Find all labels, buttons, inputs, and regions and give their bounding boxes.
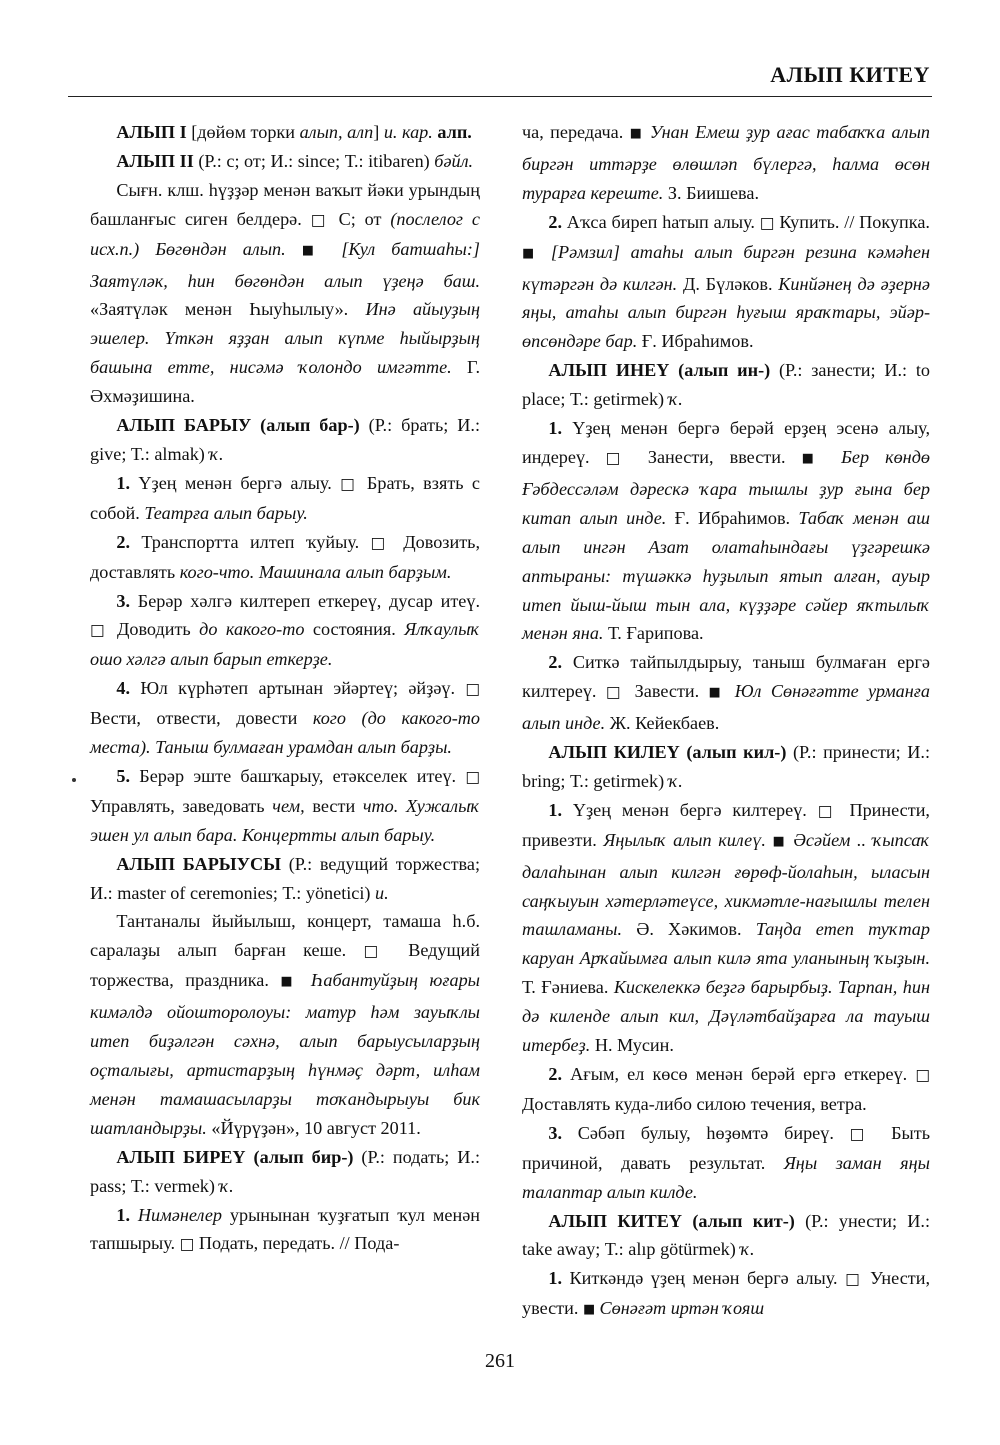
body-text: Доставлять куда-либо силою течения, ветра.	[522, 1093, 867, 1114]
italic-text: Әсәйем .. ҡыпсаҡ далаһынан алып килгән ғөрөф-йолаһын, ыласын саңҡыуын хәтерләтеүсе, хикмәтле-нағышлы телен ташламаны.	[522, 829, 930, 940]
italic-text: Инә айыуҙың эшелер. Үткән яҙҙан алып күпме һыйырҙың башына етте, нисәмә ҡолондо имгәтте.	[90, 299, 480, 378]
italic-text: ҡ.	[668, 770, 683, 791]
body-text: Подать, передать. // Пода-	[194, 1233, 400, 1254]
headword-text: 2.	[548, 211, 563, 232]
italic-text: Ялҡаулыҡ ошо хәлгә алып барып еткерҙе.	[90, 619, 480, 670]
body-text: Ведущий торжества, праздника.	[90, 940, 480, 991]
body-text: Ғ. Ибраһимов.	[666, 507, 799, 528]
dictionary-paragraph	[522, 796, 930, 1060]
body-text: Үҙең менән бергә алыу.	[130, 472, 341, 493]
header-rule	[68, 96, 932, 97]
italic-text: Кинйәнең дә әҙернә яңы, атаһы алып биргән һуғыш яраҡтары, эйәр-өпсөндәре бар.	[522, 273, 931, 352]
body-text: Ж. Кейекбаев.	[605, 713, 720, 734]
dictionary-paragraph	[522, 1264, 930, 1326]
body-text: «Заятүләк менән Һыуһылыу».	[90, 299, 366, 320]
translation-marker: □	[465, 767, 480, 786]
headword-text: алп.	[437, 122, 472, 142]
italic-text: (послелог с исх.п.)	[90, 208, 480, 259]
example-marker: ■	[772, 833, 787, 849]
body-text: Транспортта илтеп ҡуйыу.	[130, 531, 371, 552]
italic-text: Бер көндө Ғәбдессәләм дәрескә ҡара тышлы ҙур ғына бер китап алып инде.	[522, 446, 930, 528]
body-text: Ситкә тайпылдырыу, таныш булмаған ергә килтереү.	[522, 652, 930, 702]
dictionary-paragraph	[90, 147, 480, 176]
italic-text: что. Хужалыҡ эшен ул алып бара. Концертты алып барыу.	[90, 795, 480, 845]
body-text: состояния.	[304, 619, 405, 640]
body-text: Т. Ғәниева.	[522, 977, 614, 998]
italic-text: бәйл.	[434, 150, 474, 171]
body-text: ча, передача.	[522, 122, 630, 142]
headword-text: АЛЫП II	[116, 150, 199, 171]
italic-text: до какого-то	[199, 619, 305, 640]
translation-marker: □	[845, 1270, 863, 1289]
translation-marker: □	[465, 680, 480, 699]
body-text: вести	[304, 795, 363, 816]
italic-text: Театрға алып барыу.	[144, 502, 308, 523]
headword-text: 2.	[548, 652, 563, 673]
dictionary-paragraph	[522, 648, 930, 738]
body-text: Т. Ғарипова.	[603, 623, 704, 644]
body-text: Ағым, ел көсө менән берәй ергә еткереү.	[562, 1064, 916, 1084]
italic-text: Табаҡ менән аш алып ингән Азат олатаһындағы үҙгәрешкә аптыраны: түшәккә һуҙылып ятып алған, ауыр итеп йыш-йыш тын ала, күҙҙәре сәйер яҡтылыҡ менән яна.	[522, 507, 930, 644]
italic-text: Кискелеккә беҙгә барырбыҙ. Тарпан, һин дә киленде алып кил, Дәүләтбайҙарға ла тауыш итербеҙ.	[522, 977, 930, 1056]
body-text: ]	[373, 122, 384, 142]
dictionary-paragraph	[90, 528, 480, 587]
dictionary-paragraph	[522, 1060, 930, 1119]
dictionary-paragraph	[90, 587, 480, 675]
example-marker: ■	[301, 242, 326, 258]
headword-text: 3.	[116, 590, 131, 611]
translation-marker: □	[605, 683, 626, 702]
italic-text: и.	[375, 882, 389, 903]
headword-text: АЛЫП КИТЕҮ (алып кит-)	[548, 1210, 795, 1231]
body-text	[766, 830, 773, 850]
headword-text: 1.	[548, 1268, 563, 1289]
body-text: Юл күрһәтеп артынан эйәртеү; әйҙәү.	[130, 678, 466, 699]
dictionary-paragraph	[90, 907, 480, 1142]
headword-text: 2.	[548, 1064, 563, 1084]
body-text: Ғ. Ибраһимов.	[637, 331, 754, 352]
body-text: Ә. Хәкимов.	[622, 919, 756, 940]
italic-text: [Рәмзил] атаһы алып биргән резина кәмәһен күтәргән дә килгән.	[522, 241, 930, 294]
body-text: Довозить, доставлять	[90, 531, 480, 582]
translation-marker: □	[759, 213, 775, 232]
example-marker: ■	[629, 126, 644, 141]
italic-text: [Кул батшаһы:] Заятүләк, һин бөгөндән алып үҙеңә баш.	[90, 238, 481, 291]
body-text: урынынан ҡуҙғатып ҡул менән тапшырыу.	[90, 1204, 481, 1254]
right-column	[522, 118, 930, 1326]
dictionary-paragraph	[90, 762, 480, 850]
italic-text: Һабантуйҙың юғары кимәлдә ойошторолоуы: матур һәм зауыҡлы итеп биҙәлгән сәхнә, алып барыусыларҙың оҫталығы, артистарҙың һүнмәҫ дәрт, илһам менән тамашасыларҙы тоҡандырыуы бик шатландырҙы.	[90, 970, 480, 1138]
body-text: Быть причиной, давать результат.	[522, 1122, 930, 1173]
dictionary-paragraph	[90, 674, 480, 762]
body-text: Вести, отвести, довести	[90, 708, 313, 729]
headword-text: 3.	[548, 1122, 563, 1143]
italic-text: ҡ.	[209, 443, 224, 464]
headword-text: АЛЫП КИЛЕҮ (алып кил-)	[548, 742, 787, 763]
dictionary-paragraph	[90, 176, 480, 411]
italic-text: Яңылыҡ алып килеү.	[603, 829, 766, 850]
dictionary-paragraph	[90, 411, 480, 469]
italic-text: Юл Сөнәғәтте урманға алып инде.	[522, 681, 930, 734]
body-text: (Р.: ведущий торжества; И.: master of ceremonies; Т.: yönetici)	[90, 853, 481, 903]
dictionary-paragraph	[90, 469, 480, 528]
translation-marker: □	[915, 1066, 930, 1084]
dictionary-paragraph	[522, 118, 930, 208]
translation-marker: □	[340, 474, 359, 493]
body-text: [дөйөм торки	[191, 122, 300, 142]
body-text: (Р.: занести; И.: to place; Т.: getirmek)	[522, 360, 930, 410]
italic-text: кого-что. Машинала алып барҙым.	[179, 561, 452, 582]
translation-marker: □	[849, 1124, 876, 1143]
italic-text: ҡ.	[668, 389, 683, 410]
italic-text: и. кар.	[383, 122, 433, 142]
body-text: Берәр хәлгә килтереп еткереү, дусар итеү.	[130, 590, 480, 611]
dictionary-paragraph	[90, 850, 480, 908]
body-text: (Р.: унести; И.: take away; Т.: alıp götürmek)	[522, 1210, 931, 1260]
example-marker: ■	[801, 450, 826, 466]
italic-text: Яңы заман яңы талаптар алып килде.	[522, 1152, 930, 1202]
body-text: Завести.	[625, 681, 709, 702]
body-text: Д. Бүләков.	[677, 273, 779, 294]
body-text: Управлять, заведовать	[90, 795, 273, 816]
body-text: Унести, увести.	[522, 1268, 930, 1319]
italic-text: ҡ.	[740, 1239, 755, 1260]
body-text: Доводить	[108, 619, 200, 640]
example-marker: ■	[582, 1302, 595, 1318]
dictionary-paragraph	[522, 1119, 930, 1207]
example-marker: ■	[708, 685, 726, 701]
dictionary-paragraph	[90, 1143, 480, 1201]
example-marker: ■	[522, 245, 541, 261]
dictionary-paragraph	[522, 208, 930, 357]
body-text: Занести, ввести.	[631, 446, 802, 467]
italic-text: Унан Емеш ҙур ағас табаҡҡа алып биргән иттәрҙе өлөшләп бүлергә, һалма өсөн турарға кереште.	[522, 122, 930, 203]
body-text	[130, 1205, 138, 1225]
headword-text: 2.	[116, 531, 131, 552]
headword-text: 1.	[548, 418, 563, 439]
headword-text: 1.	[116, 1204, 131, 1225]
body-text: (Р.: брать; И.: give; Т.: almak)	[90, 415, 480, 464]
example-marker: ■	[280, 974, 300, 990]
body-text: Сығн. клш. һүҙҙәр менән ваҡыт йәки урындың башланғыс сиген белдерә.	[90, 179, 480, 229]
body-text: Киткәндә үҙең менән бергә алыу.	[562, 1268, 846, 1289]
body-text: Тантаналы йыйылыш, концерт, тамаша һ.б. саралаҙы алып барған кеше.	[90, 911, 480, 961]
translation-marker: □	[363, 942, 391, 961]
headword-text: 5.	[116, 765, 131, 786]
body-text: Купить. // Покупка.	[774, 211, 930, 232]
body-text: (Р.: принести; И.: bring; Т.: getirmek)	[522, 742, 931, 791]
body-text: С; от	[329, 208, 391, 229]
translation-marker: □	[310, 210, 330, 229]
body-text: Берәр эште башҡарыу, етәкселек итеү.	[130, 765, 466, 786]
body-text: Г. Әхмәҙишина.	[90, 357, 480, 407]
body-text: Принести, привезти.	[522, 799, 930, 850]
italic-text: кого (до какого-то места). Таныш булмаған урамдан алып барҙы.	[90, 708, 480, 758]
translation-marker: □	[90, 621, 109, 640]
dictionary-paragraph	[522, 738, 930, 796]
translation-marker: □	[605, 448, 632, 467]
italic-text: Нимәнелер	[137, 1204, 223, 1225]
margin-dot	[72, 778, 76, 782]
dictionary-paragraph	[522, 414, 930, 648]
italic-text: чем,	[272, 795, 305, 816]
translation-marker: □	[370, 533, 392, 552]
body-text	[139, 239, 155, 259]
headword-text: АЛЫП ИНЕҮ (алып ин-)	[548, 360, 771, 381]
headword-text: АЛЫП БАРЫУ (алып бар-)	[116, 415, 360, 436]
body-text: Үҙең менән бергә килтереү.	[562, 799, 818, 820]
body-text: Сәбәп булыу, һөҙөмтә биреү.	[562, 1122, 850, 1143]
italic-text: Таңда етеп туҡтар каруан Арҡайымға алып килә ята уланының ҡыҙын.	[522, 919, 930, 969]
headword-text: АЛЫП БИРЕҮ (алып бир-)	[116, 1146, 354, 1167]
body-text: (Р.: с; от; И.: since; Т.: itibaren)	[198, 150, 435, 171]
body-text: Н. Мусин.	[590, 1035, 674, 1056]
body-text: Үҙең менән бергә берәй ерҙең эсенә алыу, индереү.	[522, 418, 930, 467]
body-text: Аҡса биреп һатып алыу.	[562, 211, 760, 232]
body-text: Брать, взять с собой.	[90, 472, 480, 523]
headword-text: 1.	[548, 799, 563, 820]
dictionary-paragraph	[90, 1201, 480, 1260]
running-title: АЛЫП КИТЕҮ	[770, 62, 930, 87]
page-number: 261	[485, 1350, 515, 1372]
italic-text: алып, алп	[299, 122, 374, 142]
dictionary-paragraph	[522, 356, 930, 414]
italic-text: Бөгөндән алып.	[155, 238, 302, 259]
translation-marker: □	[817, 801, 839, 820]
translation-marker: □	[179, 1235, 195, 1254]
left-column	[90, 118, 480, 1259]
body-text: З. Биишева.	[663, 182, 760, 203]
headword-text: АЛЫП БАРЫУСЫ	[116, 853, 282, 874]
headword-text: 4.	[116, 678, 131, 699]
dictionary-paragraph	[90, 118, 480, 147]
headword-text: АЛЫП I	[116, 122, 192, 142]
headword-text: 1.	[116, 472, 131, 493]
body-text: «Йүрүҙән», 10 август 2011.	[206, 1117, 421, 1138]
dictionary-paragraph	[522, 1207, 930, 1265]
body-text: (Р.: подать; И.: pass; Т.: vermek)	[90, 1146, 481, 1196]
italic-text: Сөнәғәт иртән ҡояш	[595, 1298, 765, 1319]
italic-text: ҡ.	[219, 1175, 234, 1196]
